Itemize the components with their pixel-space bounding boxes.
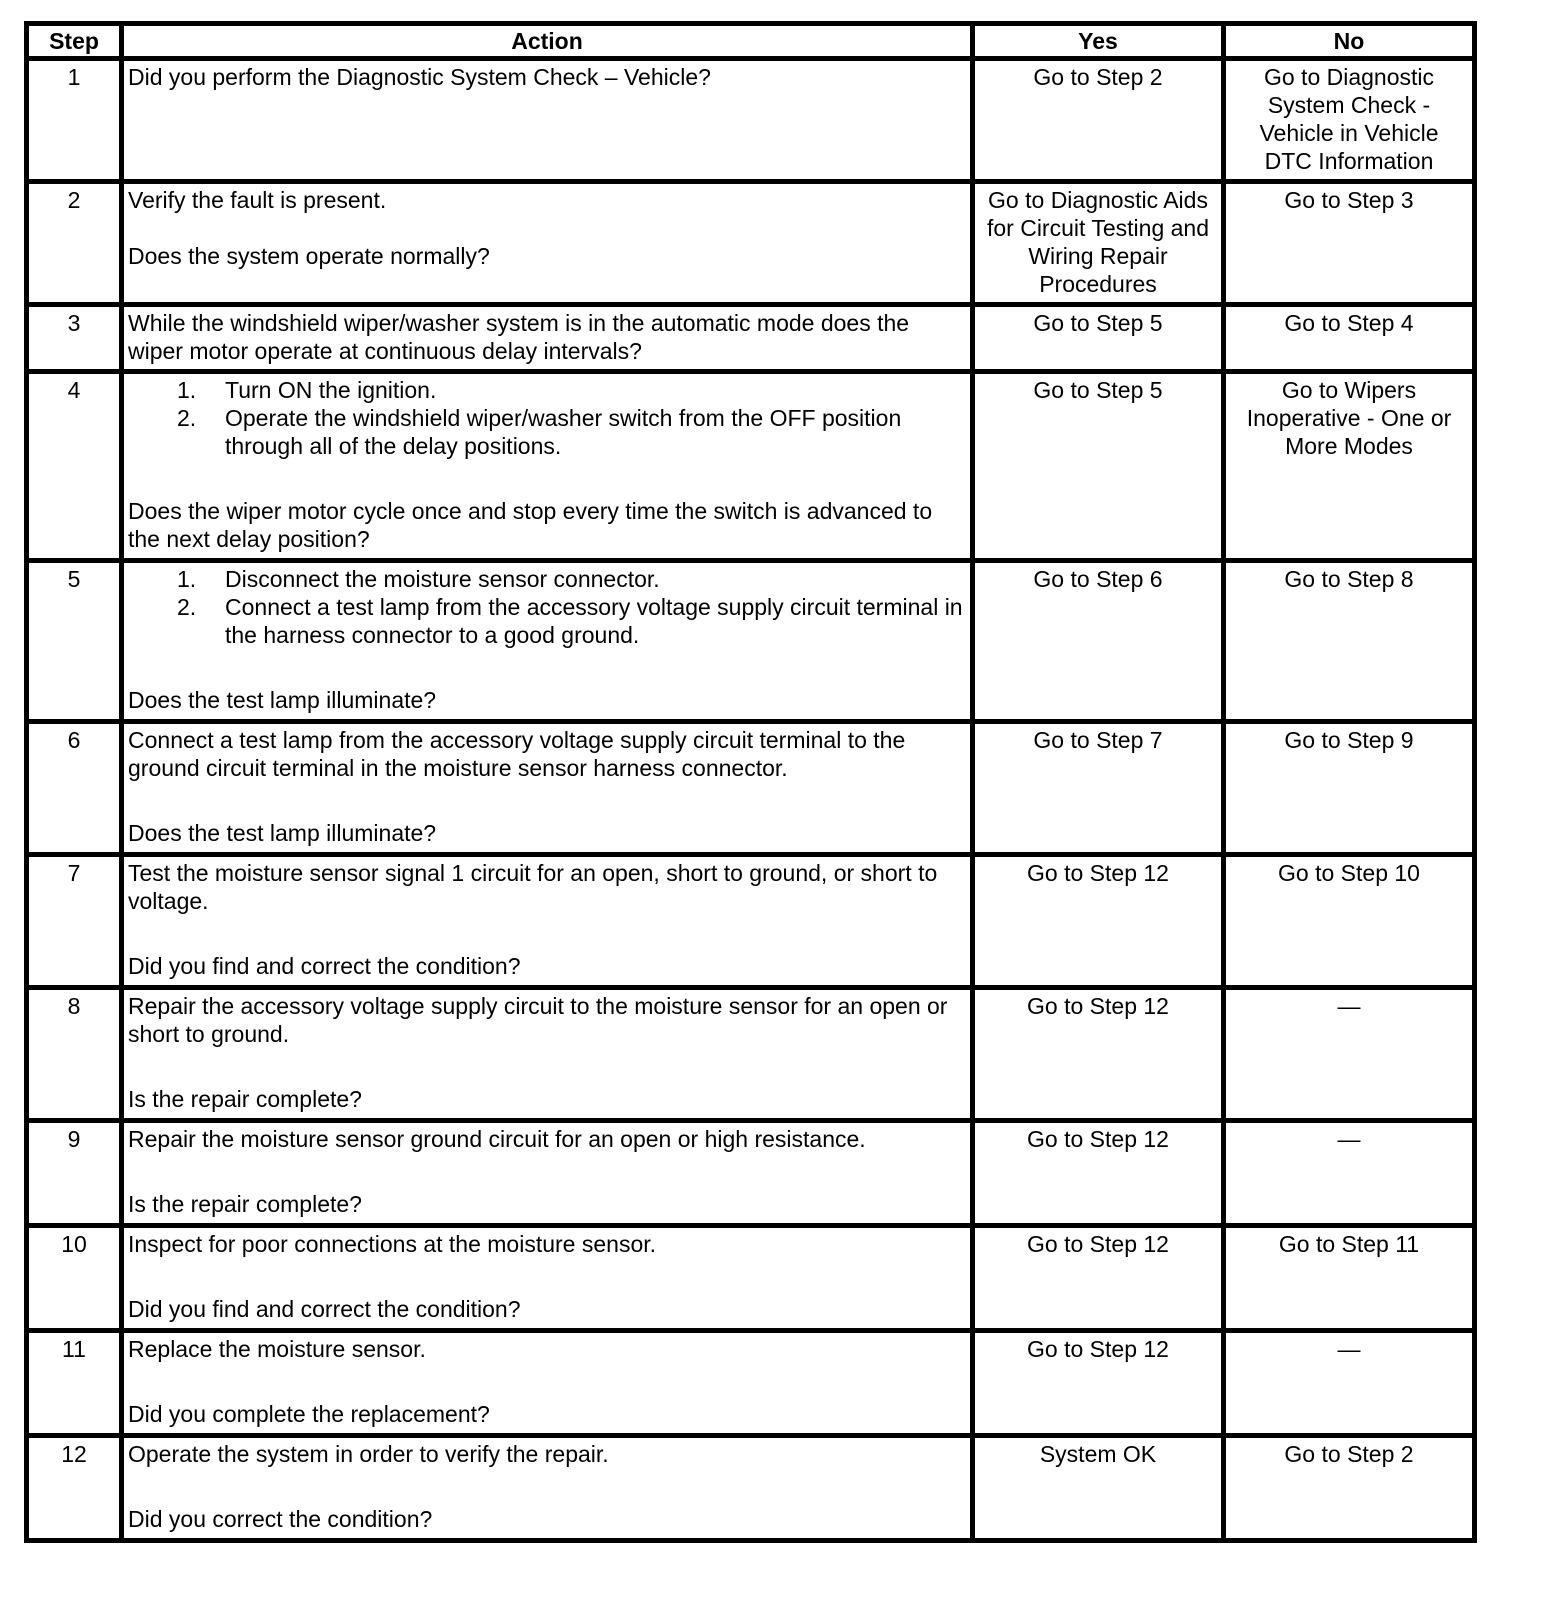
action-text: Operate the system in order to verify the repair.	[128, 1441, 609, 1467]
action-question: Does the test lamp illuminate?	[128, 687, 437, 713]
step-number: 7	[27, 855, 122, 988]
no-link[interactable]: Go to Step 11	[1224, 1226, 1475, 1331]
no-dash: —	[1224, 1331, 1475, 1436]
no-link[interactable]: Go to Step 2	[1224, 1436, 1475, 1541]
action-question: Is the repair complete?	[128, 1086, 362, 1112]
instruction-item: 2. Operate the windshield wiper/washer switch from the OFF position through all of the delay positions.	[177, 405, 902, 459]
action-question: Did you complete the replacement?	[128, 1401, 490, 1427]
no-dash: —	[1224, 1121, 1475, 1226]
header-yes: Yes	[973, 24, 1224, 59]
action-question: Did you correct the condition?	[128, 1506, 433, 1532]
action-cell	[122, 305, 973, 372]
no-dash: —	[1224, 988, 1475, 1121]
header-row	[27, 24, 1475, 59]
step-number: 2	[27, 182, 122, 305]
step-number: 6	[27, 722, 122, 855]
table-row	[27, 372, 1475, 561]
header-step: Step	[27, 24, 122, 59]
action-text: Did you perform the Diagnostic System Check – Vehicle?	[128, 64, 711, 90]
table-row	[27, 1436, 1475, 1541]
action-cell	[122, 561, 973, 722]
action-text: Test the moisture sensor signal 1 circuit for an open, short to ground, or short to voltage.	[128, 860, 938, 914]
table-row	[27, 988, 1475, 1121]
table-row	[27, 722, 1475, 855]
action-text: Inspect for poor connections at the moisture sensor.	[128, 1231, 657, 1257]
header-action: Action	[122, 24, 973, 59]
action-cell	[122, 1436, 973, 1541]
yes-link[interactable]: Go to Step 6	[973, 561, 1224, 722]
instruction-list	[128, 376, 966, 460]
no-link[interactable]: Go to Step 3	[1224, 182, 1475, 305]
yes-link[interactable]: Go to Diagnostic Aids for Circuit Testing and Wiring Repair Procedures	[973, 182, 1224, 305]
header-no: No	[1224, 24, 1475, 59]
step-number: 10	[27, 1226, 122, 1331]
yes-link[interactable]: Go to Step 12	[973, 855, 1224, 988]
step-number: 12	[27, 1436, 122, 1541]
no-link[interactable]: Go to Step 8	[1224, 561, 1475, 722]
instruction-item: 1. Disconnect the moisture sensor connector.	[177, 566, 660, 592]
table-row	[27, 1226, 1475, 1331]
no-link[interactable]: Go to Step 9	[1224, 722, 1475, 855]
table-row	[27, 1331, 1475, 1436]
table-row	[27, 1121, 1475, 1226]
yes-link[interactable]: Go to Step 7	[973, 722, 1224, 855]
step-number: 5	[27, 561, 122, 722]
yes-link[interactable]: Go to Step 12	[973, 1121, 1224, 1226]
no-link[interactable]: Go to Step 4	[1224, 305, 1475, 372]
instruction-item: 1. Turn ON the ignition.	[177, 377, 437, 403]
no-link[interactable]: Go to Step 10	[1224, 855, 1475, 988]
yes-link[interactable]: Go to Step 5	[973, 372, 1224, 561]
action-text: Replace the moisture sensor.	[128, 1336, 426, 1362]
action-text: Repair the moisture sensor ground circuit for an open or high resistance.	[128, 1126, 866, 1152]
step-number: 8	[27, 988, 122, 1121]
step-number: 11	[27, 1331, 122, 1436]
action-question: Does the test lamp illuminate?	[128, 820, 437, 846]
yes-link[interactable]: Go to Step 2	[973, 59, 1224, 182]
action-question: Did you find and correct the condition?	[128, 953, 521, 979]
table-row	[27, 305, 1475, 372]
action-cell	[122, 722, 973, 855]
yes-link[interactable]: Go to Step 12	[973, 1331, 1224, 1436]
yes-link[interactable]: Go to Step 12	[973, 1226, 1224, 1331]
action-cell	[122, 855, 973, 988]
instruction-item: 2. Connect a test lamp from the accessory voltage supply circuit terminal in the harness connector to a good ground.	[177, 594, 963, 648]
action-question: Did you find and correct the condition?	[128, 1296, 521, 1322]
table-row	[27, 855, 1475, 988]
action-cell	[122, 1226, 973, 1331]
action-cell	[122, 59, 973, 182]
no-link[interactable]: Go to Wipers Inoperative - One or More Modes	[1224, 372, 1475, 561]
yes-link[interactable]: System OK	[973, 1436, 1224, 1541]
instruction-list	[128, 565, 966, 649]
no-link[interactable]: Go to Diagnostic System Check - Vehicle in Vehicle DTC Information	[1224, 59, 1475, 182]
action-text: Repair the accessory voltage supply circuit to the moisture sensor for an open or short to ground.	[128, 993, 948, 1047]
action-cell	[122, 1121, 973, 1226]
action-cell	[122, 1331, 973, 1436]
diagnostic-table	[24, 21, 1477, 1543]
step-number: 3	[27, 305, 122, 372]
action-question: Is the repair complete?	[128, 1191, 362, 1217]
action-text: While the windshield wiper/washer system is in the automatic mode does the wiper motor operate at continuous delay intervals?	[128, 310, 910, 364]
table-row	[27, 561, 1475, 722]
yes-link[interactable]: Go to Step 5	[973, 305, 1224, 372]
action-text: Verify the fault is present.	[128, 187, 387, 213]
table-row	[27, 59, 1475, 182]
step-number: 1	[27, 59, 122, 182]
yes-link[interactable]: Go to Step 12	[973, 988, 1224, 1121]
table-row	[27, 182, 1475, 305]
action-cell	[122, 372, 973, 561]
action-text: Connect a test lamp from the accessory voltage supply circuit terminal to the ground circuit terminal in the moisture sensor harness connector.	[128, 727, 906, 781]
action-cell	[122, 988, 973, 1121]
action-question: Does the wiper motor cycle once and stop every time the switch is advanced to the next delay position?	[128, 498, 933, 552]
step-number: 9	[27, 1121, 122, 1226]
action-cell	[122, 182, 973, 305]
step-number: 4	[27, 372, 122, 561]
action-question: Does the system operate normally?	[128, 243, 490, 269]
